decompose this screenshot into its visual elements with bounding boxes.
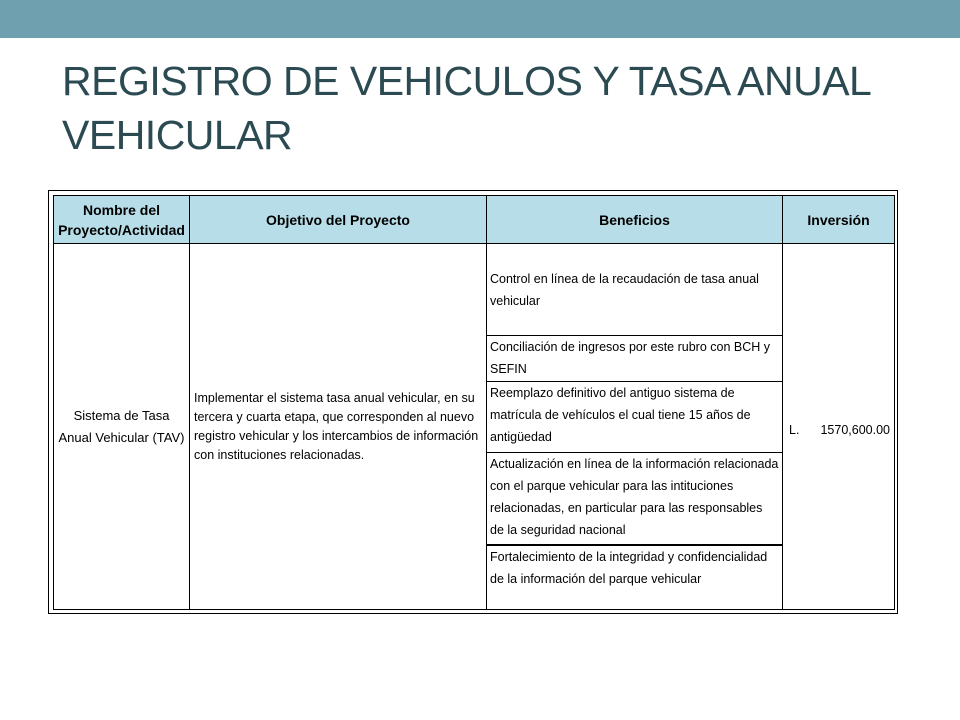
- benefit-item-1-text: Control en línea de la recaudación de tasa anual vehicular: [490, 272, 759, 308]
- investment-amount: 1570,600.00: [820, 423, 890, 437]
- cell-benefits: [486, 244, 783, 610]
- benefit-item-3-text: Reemplazo definitivo del antiguo sistema de matrícula de vehículos el cual tiene 15 años de antigüedad: [490, 386, 751, 444]
- header-investment: [782, 195, 895, 244]
- project-table: [48, 190, 898, 614]
- investment-currency: L.: [789, 423, 800, 437]
- project-name-text: Sistema de Tasa Anual Vehicular (TAV): [58, 407, 185, 445]
- benefit-item-5: [487, 546, 782, 610]
- cell-objective: [189, 244, 487, 610]
- benefit-item-5-text: Fortalecimiento de la integridad y confidencialidad de la información del parque vehicular: [490, 550, 768, 586]
- slide-title: [62, 54, 922, 162]
- header-project-name-text: Nombre del Proyecto/Actividad: [58, 201, 185, 238]
- benefit-item-1: [487, 266, 782, 336]
- header-objective-text: Objetivo del Proyecto: [266, 211, 410, 228]
- benefit-item-3: [487, 382, 782, 453]
- slide-title-line-1: REGISTRO DE VEHICULOS Y TASA ANUAL: [62, 58, 872, 104]
- header-investment-text: Inversión: [807, 211, 870, 228]
- cell-investment: [782, 244, 895, 610]
- header-benefits-text: Beneficios: [599, 211, 670, 228]
- benefit-item-2: [487, 336, 782, 382]
- investment-value: [789, 420, 890, 440]
- benefit-item-4: [487, 453, 782, 546]
- header-objective: [189, 195, 487, 244]
- benefit-item-4-text: Actualización en línea de la información relacionada con el parque vehicular para las intituciones relacionadas, en particular para las responsables de la seguridad nacional: [490, 457, 779, 537]
- objective-text: Implementar el sistema tasa anual vehicular, en su tercera y cuarta etapa, que corresponden al nuevo registro vehicular y los intercambios de información con instituciones relacionadas.: [194, 390, 479, 462]
- benefit-item-2-text: Conciliación de ingresos por este rubro con BCH y SEFIN: [490, 340, 770, 376]
- cell-project-name: [53, 244, 190, 610]
- top-accent-bar: [0, 0, 960, 38]
- header-project-name: [53, 195, 190, 244]
- header-benefits: [486, 195, 783, 244]
- slide-title-line-2: VEHICULAR: [62, 112, 293, 158]
